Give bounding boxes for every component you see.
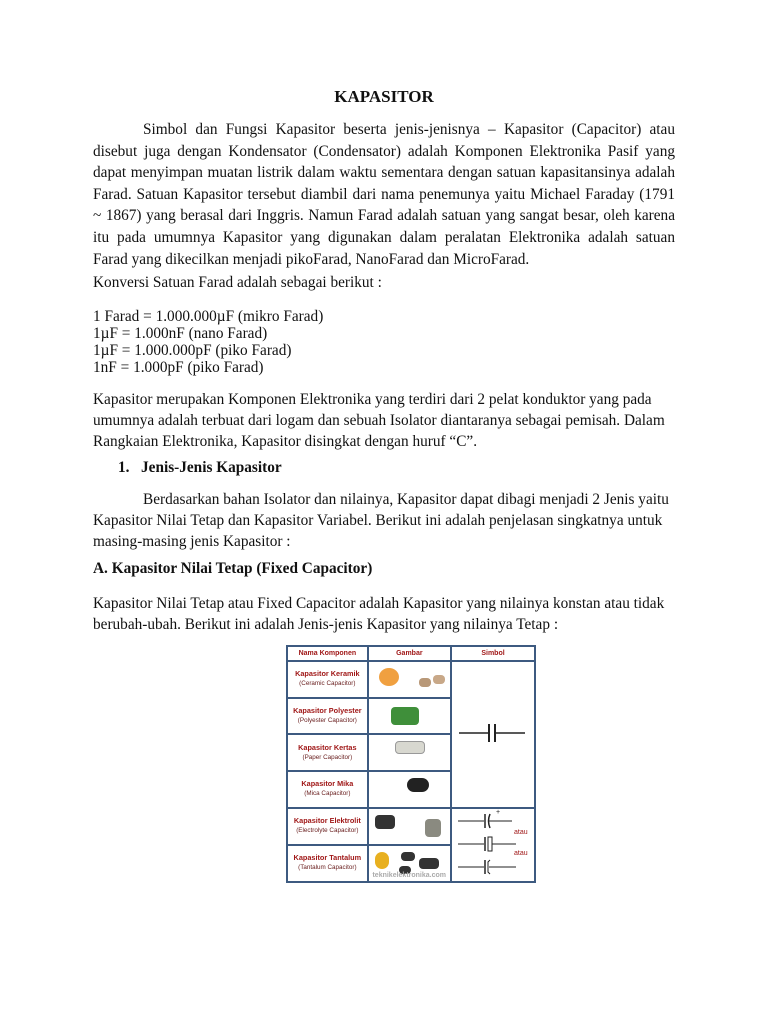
konversi-intro: Konversi Satuan Farad adalah sebagai berikut :: [93, 274, 382, 291]
component-name: [287, 771, 368, 808]
text-line: Farad yang dikecilkan menjadi pikoFarad, NanoFarad dan MicroFarad.: [93, 250, 530, 268]
nonpolar-capacitor-symbol-icon: [453, 718, 533, 748]
header-name: Nama Komponen: [287, 646, 368, 661]
name-en: (Mica Capacitor): [304, 790, 351, 798]
atau-label: atau: [514, 849, 528, 857]
electrolyte-capacitor-image: [368, 808, 451, 845]
konversi-item: 1µF = 1.000nF (nano Farad): [93, 325, 268, 342]
name-en: (Polyester Capacitor): [297, 717, 357, 725]
name-en: (Paper Capacitor): [302, 753, 353, 761]
component-name: [287, 734, 368, 771]
name-en: (Ceramic Capacitor): [299, 680, 356, 688]
name-id: Kapasitor Tantalum: [293, 853, 362, 863]
component-name: [287, 661, 368, 698]
section-heading: Jenis-Jenis Kapasitor: [141, 459, 282, 476]
component-name: [287, 845, 368, 882]
polar-capacitor-symbol-icon: [452, 809, 534, 879]
definition-paragraph: [93, 389, 665, 452]
text-line: itu pada umumnya Kapasitor yang digunakan dalam peralatan Elektronika adalah satuan: [93, 228, 675, 246]
konversi-item: 1µF = 1.000.000pF (piko Farad): [93, 342, 292, 359]
capacitor-symbol: [451, 661, 535, 808]
text-line: Farad. Satuan Kapasitor tersebut diambil dari nama penemunya yaitu Michael Faraday (1791: [93, 185, 675, 203]
name-id: Kapasitor Kertas: [298, 742, 357, 752]
text-line: berubah-ubah. Berikut ini adalah Jenis-jenis Kapasitor yang nilainya Tetap :: [93, 616, 559, 633]
tantalum-capacitor-image: [368, 845, 451, 882]
component-name: [287, 698, 368, 735]
text-line: Simbol dan Fungsi Kapasitor beserta jenis-jenisnya – Kapasitor (Capacitor) atau: [143, 121, 675, 138]
capacitor-table: [286, 645, 536, 883]
paper-capacitor-image: [368, 734, 451, 771]
text-line: Rangkaian Elektronika, Kapasitor disingkat dengan huruf “C”.: [93, 433, 478, 450]
name-en: (Electrolyte Capacitor): [296, 827, 359, 835]
text-line: ~ 1867) yang berasal dari Inggris. Namun Farad adalah satuan yang sangat besar, oleh karena: [93, 207, 675, 225]
intro-paragraph: [93, 119, 675, 270]
text-line: Berdasarkan bahan Isolator dan nilainya, Kapasitor dapat dibagi menjadi 2 Jenis yaitu: [143, 491, 669, 508]
text-line: masing-masing jenis Kapasitor :: [93, 533, 291, 550]
name-id: Kapasitor Keramik: [295, 669, 360, 679]
header-image: Gambar: [368, 646, 451, 661]
konversi-item: 1 Farad = 1.000.000µF (mikro Farad): [93, 308, 324, 325]
name-id: Kapasitor Elektrolit: [293, 816, 361, 826]
mica-capacitor-image: [368, 771, 451, 808]
konversi-list: [93, 308, 323, 376]
konversi-item: 1nF = 1.000pF (piko Farad): [93, 359, 264, 376]
text-line: Kapasitor Nilai Tetap atau Fixed Capacitor adalah Kapasitor yang nilainya konstan atau tidak: [93, 595, 665, 612]
watermark: teknikelektronika.com: [372, 871, 446, 879]
header-symbol: Simbol: [451, 646, 535, 661]
fixed-paragraph: [93, 593, 664, 635]
atau-label: atau: [514, 828, 528, 836]
text-line: Kapasitor merupakan Komponen Elektronika yang terdiri dari 2 pelat konduktor yang pada: [93, 391, 652, 408]
subsection-heading: A. Kapasitor Nilai Tetap (Fixed Capacitor): [93, 560, 373, 577]
text-line: disebut juga dengan Kondensator (Condensator) adalah Komponen Elektronika Pasif yang: [93, 142, 675, 160]
polar-capacitor-symbols: [451, 808, 535, 882]
heading-number: 1.: [118, 459, 130, 476]
name-en: (Tantalum Capacitor): [298, 864, 357, 872]
ceramic-capacitor-image: [368, 661, 451, 698]
component-name: [287, 808, 368, 845]
text-line: umumnya adalah terbuat dari logam dan sebuah Isolator diantaranya sebagai pemisah. Dalam: [93, 412, 665, 429]
name-id: Kapasitor Polyester: [293, 706, 362, 716]
polyester-capacitor-image: [368, 698, 451, 735]
text-line: dapat menyimpan muatan listrik dalam waktu sementara dengan satuan kapasitansinya adalah: [93, 164, 675, 182]
text-line: Kapasitor Nilai Tetap dan Kapasitor Variabel. Berikut ini adalah penjelasan singkatnya untuk: [93, 512, 663, 529]
plus-sign: +: [496, 808, 501, 816]
name-id: Kapasitor Mika: [301, 779, 354, 789]
document-title: KAPASITOR: [334, 87, 434, 106]
jenis-paragraph: [93, 489, 675, 552]
